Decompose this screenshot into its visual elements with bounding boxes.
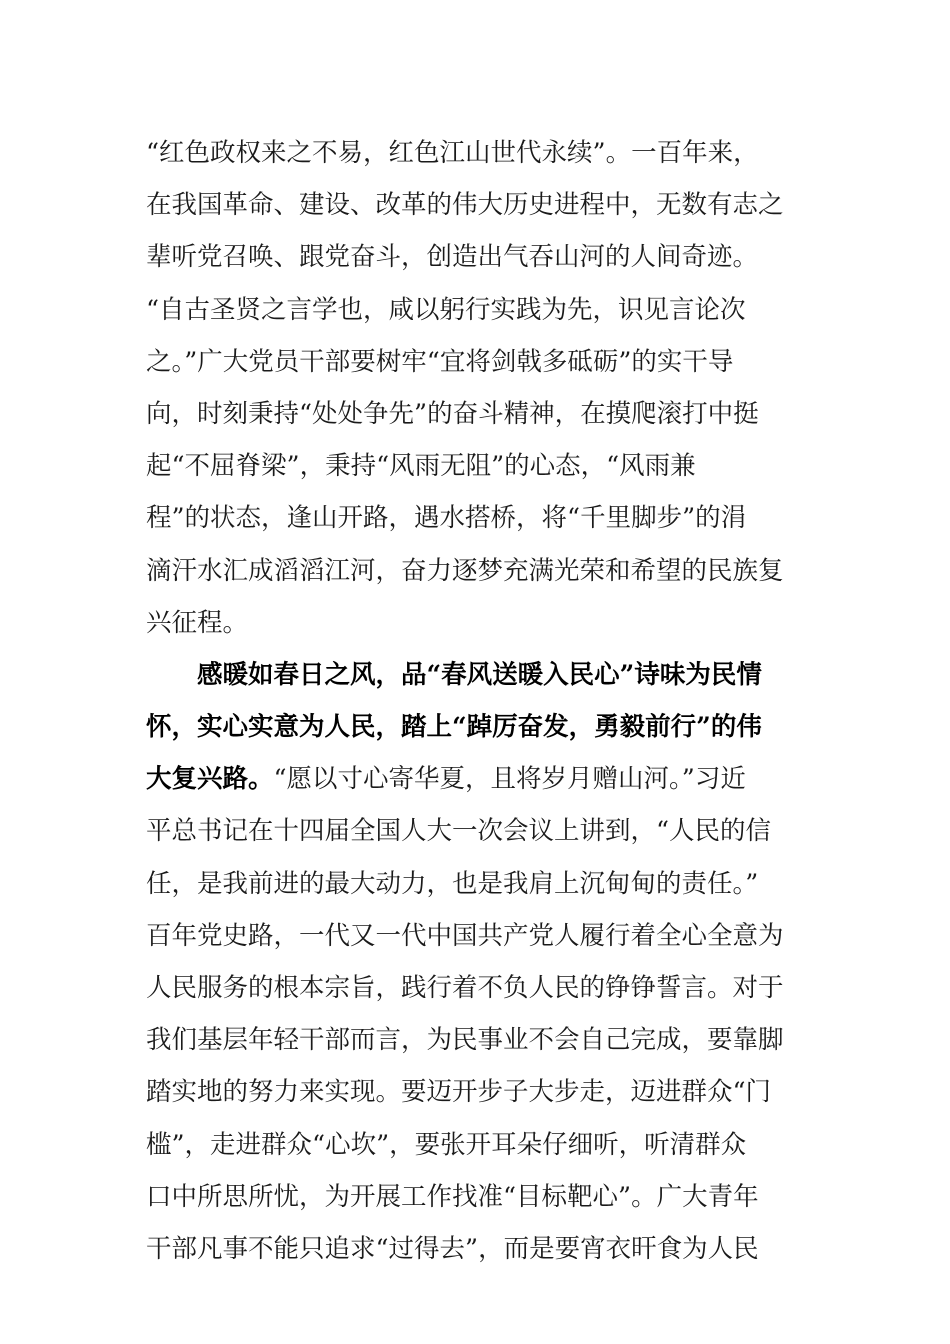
body-text-segment: 辈听党召唤、跟党奋斗，创造出气吞山河的人间奇迹。 bbox=[146, 242, 759, 273]
text-line bbox=[146, 858, 786, 910]
body-text-segment: “愿以寸心寄华夏，且将岁月赠山河。”习近 bbox=[273, 764, 746, 795]
body-text-segment: 之。”广大党员干部要树牢“宜将剑戟多砥砺”的实干导 bbox=[146, 346, 734, 377]
text-line bbox=[146, 701, 786, 753]
body-text-segment: 兴征程。 bbox=[146, 607, 249, 638]
text-line bbox=[146, 805, 786, 857]
body-text bbox=[146, 127, 786, 1275]
body-text-segment: 滴汗水汇成滔滔江河，奋力逐梦充满光荣和希望的民族复 bbox=[146, 555, 784, 586]
body-text-segment: 向，时刻秉持“处处争先”的奋斗精神，在摸爬滚打中挺 bbox=[146, 398, 759, 429]
body-text-segment: 百年党史路，一代又一代中国共产党人履行着全心全意为 bbox=[146, 920, 784, 951]
body-text-segment: 踏实地的努力来实现。要迈开步子大步走，迈进群众“门 bbox=[146, 1077, 772, 1108]
text-line bbox=[146, 545, 786, 597]
bold-lead-text: 感暖如春日之风，品“春风送暖入民心”诗味为民情 bbox=[146, 659, 762, 690]
body-text-segment: 平总书记在十四届全国人大一次会议上讲到，“人民的信 bbox=[146, 816, 772, 847]
text-line bbox=[146, 1171, 786, 1223]
text-line bbox=[146, 753, 786, 805]
bold-lead-text: 大复兴路。 bbox=[146, 764, 274, 795]
bold-lead-text: 怀，实心实意为人民，踏上“踔厉奋发，勇毅前行”的伟 bbox=[146, 712, 762, 743]
body-text-segment: 在我国革命、建设、改革的伟大历史进程中，无数有志之 bbox=[146, 190, 784, 221]
body-text-segment: 槛”，走进群众“心坎”，要张开耳朵仔细听，听清群众 bbox=[146, 1129, 747, 1160]
body-text-segment: “自古圣贤之言学也，咸以躬行实践为先，识见言论次 bbox=[146, 294, 746, 325]
text-line bbox=[146, 962, 786, 1014]
text-line bbox=[146, 1014, 786, 1066]
body-text-segment: 干部凡事不能只追求“过得去”，而是要宵衣旰食为人民 bbox=[146, 1233, 759, 1264]
text-line bbox=[146, 1066, 786, 1118]
body-text-segment: 我们基层年轻干部而言，为民事业不会自己完成，要靠脚 bbox=[146, 1025, 784, 1056]
text-line bbox=[146, 388, 786, 440]
text-line bbox=[146, 440, 786, 492]
text-line bbox=[146, 231, 786, 283]
body-text-segment: 人民服务的根本宗旨，践行着不负人民的铮铮誓言。对于 bbox=[146, 973, 784, 1003]
text-line bbox=[146, 179, 786, 231]
body-text-segment: “红色政权来之不易，红色江山世代永续”。一百年来， bbox=[146, 138, 759, 168]
text-line bbox=[146, 649, 786, 701]
body-text-segment: 口中所思所忧，为开展工作找准“目标靶心”。广大青年 bbox=[146, 1181, 759, 1212]
body-text-segment: 程”的状态，逢山开路，遇水搭桥，将“千里脚步”的涓 bbox=[146, 503, 747, 534]
text-line bbox=[146, 127, 786, 179]
text-line bbox=[146, 1119, 786, 1171]
body-text-segment: 任，是我前进的最大动力，也是我肩上沉甸甸的责任。” bbox=[146, 868, 759, 899]
text-line bbox=[146, 910, 786, 962]
text-line bbox=[146, 1223, 786, 1275]
text-line bbox=[146, 336, 786, 388]
text-line bbox=[146, 597, 786, 649]
body-text-segment: 起“不屈脊梁”，秉持“风雨无阻”的心态，“风雨兼 bbox=[146, 451, 696, 482]
text-line bbox=[146, 492, 786, 544]
text-line bbox=[146, 284, 786, 336]
